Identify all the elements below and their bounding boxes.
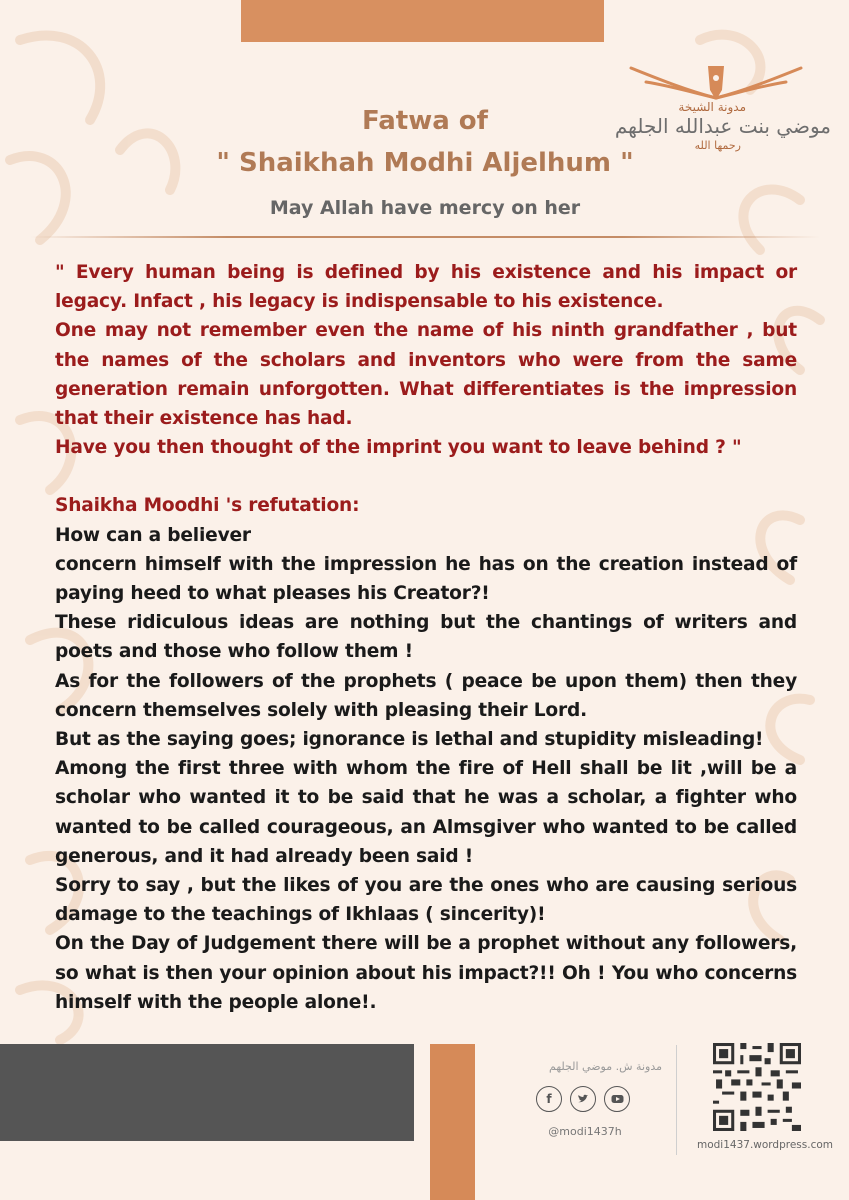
refutation-paragraph: Sorry to say , but the likes of you are the ones who are causing serious damage to the teachings of Ikhlaas ( sincerity)! bbox=[55, 875, 797, 926]
refutation-paragraph: On the Day of Judgement there will be a prophet without any followers, so what is then your opinion about his impact?!! Oh ! You who concerns himself with the people alone!. bbox=[55, 933, 797, 1013]
logo-prayer: رحمها الله bbox=[694, 139, 741, 152]
twitter-icon[interactable] bbox=[570, 1086, 596, 1112]
refutation-paragraph: But as the saying goes; ignorance is lethal and stupidity misleading! bbox=[55, 729, 764, 751]
footer-gray-block bbox=[0, 1044, 414, 1141]
social-links bbox=[536, 1086, 630, 1112]
logo-blog-label: مدونة الشيخة bbox=[678, 100, 746, 114]
refutation-paragraph: How can a believer bbox=[55, 524, 251, 546]
logo-name: موضي بنت عبدالله الجلهم bbox=[614, 114, 831, 138]
refutation-paragraph: Among the first three with whom the fire of Hell shall be lit ,will be a scholar who wanted it to be said that he was a scholar, a fighter who wanted to be called courageous, an Almsgiver who wanted to be called generous, and it had already been said ! bbox=[55, 758, 797, 867]
footer-separator bbox=[676, 1045, 677, 1155]
facebook-icon[interactable]: f bbox=[536, 1086, 562, 1112]
top-accent-bar bbox=[241, 0, 604, 42]
title-line-1: Fatwa of bbox=[361, 106, 488, 136]
qr-code-icon bbox=[713, 1043, 801, 1131]
quote-paragraph: " Every human being is defined by his existence and his impact or legacy. Infact , his legacy is indispensable to his existence. bbox=[55, 262, 797, 313]
header-divider bbox=[30, 236, 820, 238]
refutation-paragraph: These ridiculous ideas are nothing but the chantings of writers and poets and those who follow them ! bbox=[55, 612, 797, 663]
article-body bbox=[55, 258, 797, 1017]
quote-paragraph: One may not remember even the name of his ninth grandfather , but the names of the scholars and inventors who were from the same generation remain unforgotten. What differentiates is the impression that their existence has had. bbox=[55, 320, 797, 430]
footer-orange-block bbox=[430, 1044, 475, 1200]
website-link[interactable]: modi1437.wordpress.com bbox=[696, 1139, 834, 1151]
footer-blog-name: مدونة ش. موضي الجلهم bbox=[549, 1060, 662, 1073]
page-title bbox=[200, 100, 650, 184]
pen-nib-logo-icon bbox=[626, 60, 806, 105]
twitter-handle[interactable]: @modi1437h bbox=[548, 1125, 622, 1138]
refutation-paragraph: concern himself with the impression he has on the creation instead of paying heed to what pleases his Creator?! bbox=[55, 553, 797, 605]
youtube-icon[interactable] bbox=[604, 1086, 630, 1112]
refutation-paragraph: As for the followers of the prophets ( peace be upon them) then they concern themselves solely with pleasing their Lord. bbox=[55, 670, 797, 721]
title-line-2: " Shaikhah Modhi Aljelhum " bbox=[216, 148, 634, 178]
page-subtitle: May Allah have mercy on her bbox=[269, 197, 581, 219]
refutation-heading: Shaikha Moodhi 's refutation: bbox=[55, 495, 360, 517]
quote-paragraph: Have you then thought of the imprint you want to leave behind ? " bbox=[55, 437, 742, 459]
